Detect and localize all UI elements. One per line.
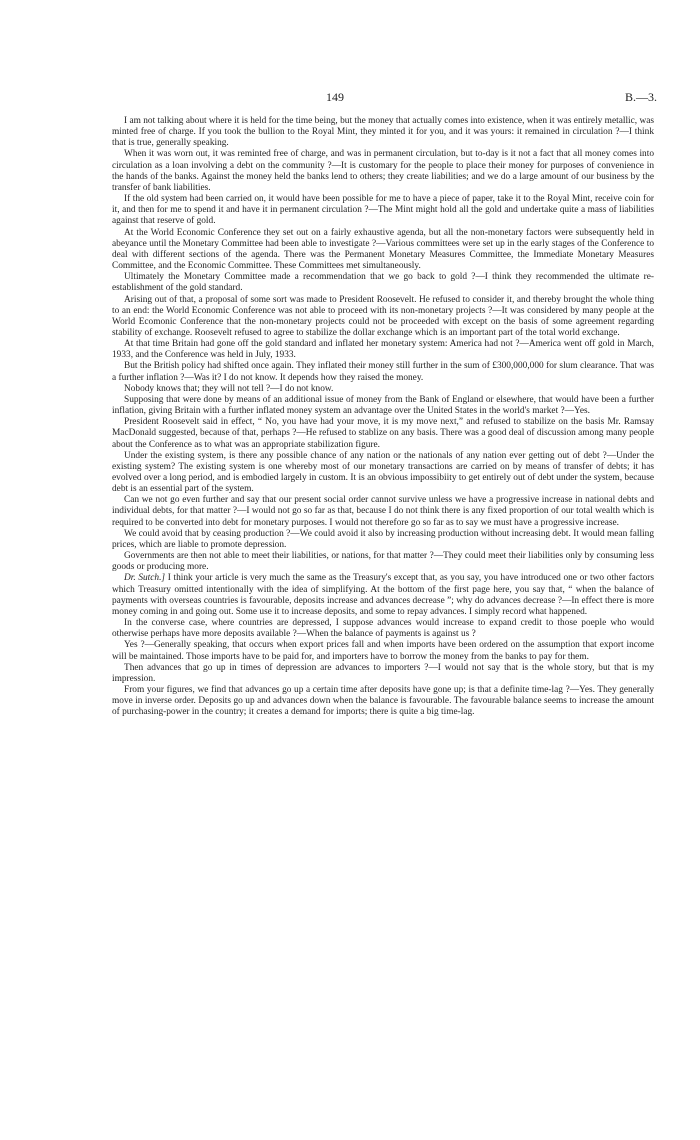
paragraph: In the converse case, where countries are depressed, I suppose advances would increase to expand credit to those poeple who would otherwise perhaps have more deposits available ?—When the balance of payments is against us ? [112,618,654,640]
speaker-label: Dr. Sutch.] [124,573,166,584]
paragraph: At that time Britain had gone off the gold standard and inflated her monetary system: America had not ?—America went off gold in March, 1933, and the Conference was held in July, 1933. [112,339,654,361]
paragraph: President Roosevelt said in effect, “ No, you have had your move, it is my move next,” and refused to stabilize on the basis Mr. Ramsay MacDonald suggested, because of that, perhaps ?—He refused to stablize on any basis. There was a good deal of discussion among many people about the Conference as to what was an appropriate stabilization figure. [112,417,654,450]
paragraph: Under the existing system, is there any possible chance of any nation or the nationals of any nation ever getting out of debt ?—Under the existing system? The existing system is one whereby most of our monetary transactions are carried on by means of transfer of debts; it has evolved over a long period, and is embodied largely in custom. It is an obvious impossibiity to get entirely out of debt under the system, because debt is an essential part of the system. [112,450,654,495]
paragraph: Yes ?—Generally speaking, that occurs when export prices fall and when imports have been ordered on the assumption that export income will be maintained. Those imports have to be paid for, and importers have to borrow the money from the banks to pay for them. [112,640,654,662]
page-header [0,90,700,104]
document-reference: B.—3. [624,90,657,104]
paragraph: Governments are then not able to meet their liabilities, or nations, for that matter ?—They could meet their liabilities only by consuming less goods or producing more. [112,551,654,573]
paragraph-speaker-change [112,573,654,618]
paragraph: I am not talking about where it is held for the time being, but the money that actually comes into existence, when it was entirely metallic, was minted free of charge. If you took the bullion to the Royal Mint, they minted it for you, and it was yours: it remained in circulation ?—I think that is true, generally speaking. [112,116,654,149]
transcript-body [112,116,654,718]
paragraph: Nobody knows that; they will not tell ?—I do not know. [124,383,334,394]
paragraph: Arising out of that, a proposal of some sort was made to President Roosevelt. He refused to consider it, and thereby brought the whole thing to an end: the World Economic Conference was not able to proceed with its non-monetary projects ?—It was considered by many people at the World Ecomonic Conference that the non-monetary projects could not be proceeded with except on the basis of some agreement regarding stability of exchange. Roosevelt refused to agree to stabilize the dollar exchange which is an important part of the total world exchange. [112,294,654,338]
paragraph-text: I think your article is very much the same as the Treasury's except that, as you say, you have introduced one or two other factors which Treasury omitted intentionally with the idea of simplifying. At the bottom of the first page here, you say that, “ when the balance of payments with overseas countries is favourable, deposits increase and advances decrease ”; why do advances decrease ?—In effect there is more money coming in and going out. Some use it to increase deposits, and some to repay advances. I simply record what happened. [112,573,654,617]
paragraph: If the old system had been carried on, it would have been possible for me to have a piece of paper, take it to the Royal Mint, receive coin for it, and then for me to spend it and have it in permanent circulation ?—The Mint might hold all the gold and undertake quite a mass of liabilities against that reserve of gold. [112,194,654,227]
paragraph: Supposing that were done by means of an additional issue of money from the Bank of England or elsewhere, that would have been a further inflation, giving Britain with a further inflated money system an advantage over the United States in the world's market ?—Yes. [112,394,654,417]
page-number: 149 [326,90,344,104]
paragraph: We could avoid that by ceasing production ?—We could avoid it also by increasing production without increasing debt. It would mean falling prices, which are liable to promote depression. [112,528,654,550]
paragraph: Ultimately the Monetary Committee made a recommendation that we go back to gold ?—I think they recommended the ultimate re-establishment of the gold standard. [112,272,654,294]
paragraph: From your figures, we find that advances go up a certain time after deposits have gone up; is that a definite time-lag ?—Yes. They generally move in inverse order. Deposits go up and advances down when the balance is favourable. The favourable balance seems to increase the amount of purchasing-power in the country; it creates a demand for imports; there is quite a big time-lag. [112,684,654,718]
paragraph: But the British policy had shifted once again. They inflated their money still further in the sum of £300,000,000 for slum clearance. That was a further inflation ?—Was it? I do not know. It depends how they raised the money. [112,361,654,383]
paragraph: Can we not go even further and say that our present social order cannot survive unless we have a progressive increase in national debts and individual debts, for that matter ?—I would not go so far as that, because I do not think there is any fixed proportion of our total wealth which is required to be converted into debt for monetary purposes. I would not therefore go so far as to say we must have a progressive increase. [112,495,654,528]
paragraph: When it was worn out, it was reminted free of charge, and was in permanent circulation, but to-day is it not a fact that all money comes into circulation as a loan involving a debt on the community ?—It is customary for the people to place their money for purposes of convenience in the hands of the banks. Against the money held the banks lend to others; they create liabilities; and we do a large amount of our business by the transfer of bank liabilities. [112,149,654,193]
paragraph: At the World Economic Conference they set out on a fairly exhaustive agenda, but all the non-monetary factors were subsequently held in abeyance until the Monetary Committee had been able to investigate ?—Various committees were set up in the early stages of the Conference to deal with different sections of the agenda. There was the Permanent Monetary Measures Committee, the Immediate Monetary Measures Committee, and the Economic Committee. These Committees met simultaneously. [112,227,654,272]
paragraph: Then advances that go up in times of depression are advances to importers ?—I would not say that is the whole story, but that is my impression. [112,662,654,684]
